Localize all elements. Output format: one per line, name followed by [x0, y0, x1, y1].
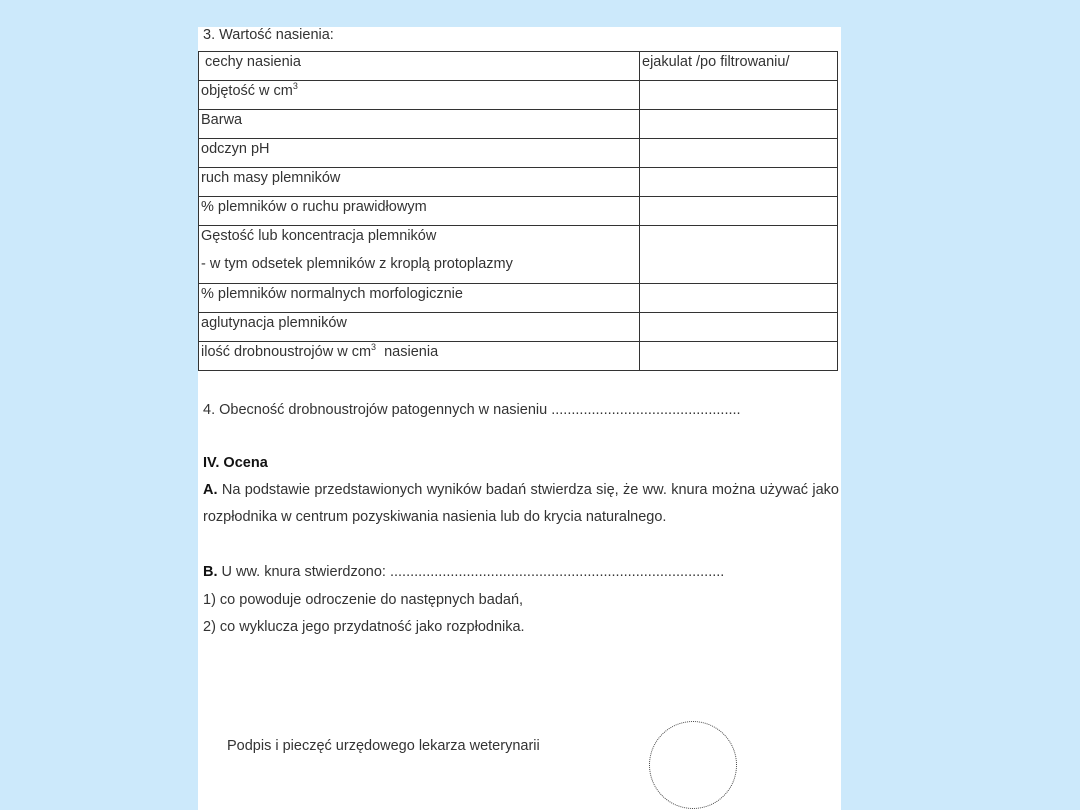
- row-label: aglutynacja plemników: [199, 313, 640, 342]
- evaluation-item-2: 2) co wyklucza jego przydatność jako rozpłodnika.: [203, 619, 525, 635]
- row-label: % plemników normalnych morfologicznie: [199, 284, 640, 313]
- row-label: odczyn pH: [199, 139, 640, 168]
- row-value-field[interactable]: [640, 342, 838, 371]
- table-row: [199, 139, 838, 168]
- table-row: [199, 168, 838, 197]
- table-row: [199, 342, 838, 371]
- row-value-field[interactable]: [640, 197, 838, 226]
- row-label: % plemników o ruchu prawidłowym: [199, 197, 640, 226]
- evaluation-b-line: B. U ww. knura stwierdzono: ...................................................................................: [203, 564, 725, 580]
- row-value-field[interactable]: [640, 226, 838, 284]
- table-row: [199, 110, 838, 139]
- stamp-circle-icon: [649, 721, 737, 809]
- signature-label: Podpis i pieczęć urzędowego lekarza weterynarii: [227, 738, 540, 754]
- row-label: ilość drobnoustrojów w $cm^3$ nasienia: [199, 342, 640, 371]
- table-row: [199, 284, 838, 313]
- row-label: ruch masy plemników: [199, 168, 640, 197]
- semen-quality-table: [198, 51, 838, 371]
- header-ejaculate: ejakulat /po filtrowaniu/: [640, 52, 838, 81]
- table-row: [199, 81, 838, 110]
- row-value-field[interactable]: [640, 313, 838, 342]
- row-value-field[interactable]: [640, 81, 838, 110]
- section-4-pathogens: 4. Obecność drobnoustrojów patogennych w nasieniu ...............................................: [203, 402, 741, 418]
- row-label: objętość w $cm^3$: [199, 81, 640, 110]
- row-value-field[interactable]: [640, 168, 838, 197]
- evaluation-heading: IV. Ocena: [203, 455, 268, 471]
- table-row: [199, 226, 838, 284]
- table-header-row: [199, 52, 838, 81]
- row-value-field[interactable]: [640, 284, 838, 313]
- table-row: [199, 197, 838, 226]
- row-value-field[interactable]: [640, 110, 838, 139]
- row-value-field[interactable]: [640, 139, 838, 168]
- header-feature: cechy nasienia: [199, 52, 640, 81]
- row-label: Barwa: [199, 110, 640, 139]
- evaluation-item-1: 1) co powoduje odroczenie do następnych badań,: [203, 592, 524, 608]
- evaluation-a-paragraph: A. Na podstawie przedstawionych wyników badań stwierdza się, że ww. knura można używać jako rozpłodnika w centrum pozyskiwania nasienia lub do krycia naturalnego.: [203, 482, 839, 525]
- document-page: [198, 27, 841, 810]
- table-row: [199, 313, 838, 342]
- section-3-title: 3. Wartość nasienia:: [203, 27, 334, 43]
- row-label: Gęstość lub koncentracja plemników - w tym odsetek plemników z kroplą protoplazmy: [199, 226, 640, 284]
